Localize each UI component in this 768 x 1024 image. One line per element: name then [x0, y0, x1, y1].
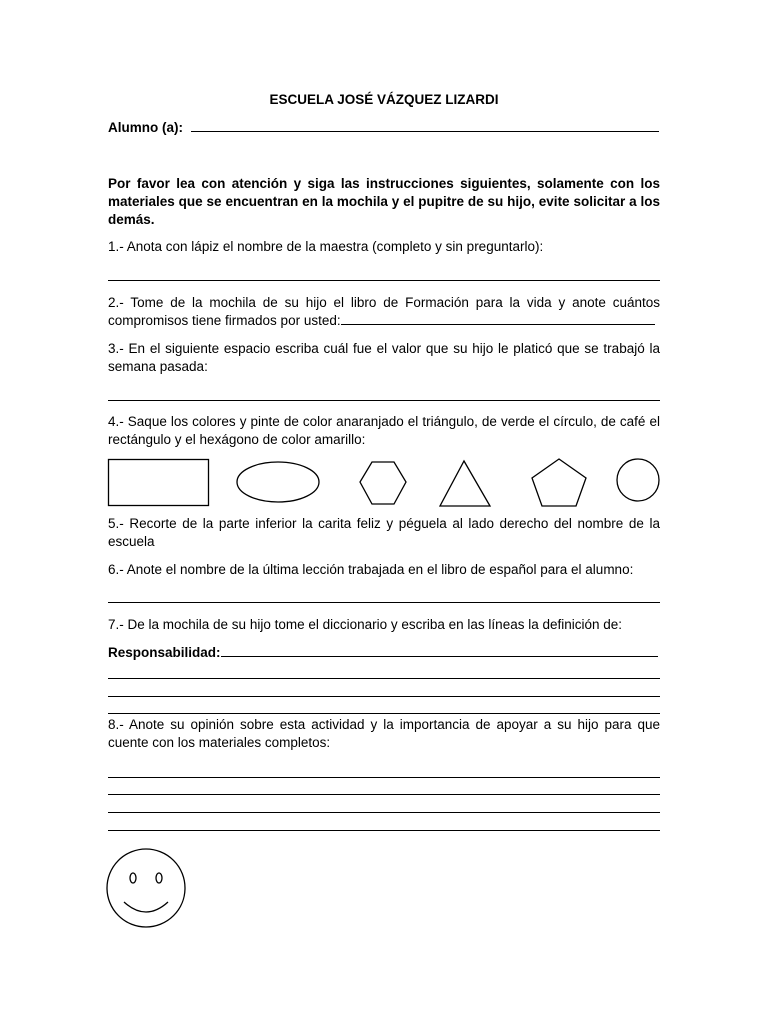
opinion-line-2[interactable] — [108, 794, 660, 795]
circle-shape[interactable] — [617, 459, 659, 501]
question-1: 1.- Anota con lápiz el nombre de la maestra (completo y sin preguntarlo): — [108, 239, 544, 254]
hexagon-shape[interactable] — [360, 462, 406, 504]
student-name-blank[interactable] — [191, 131, 659, 132]
definition-line-4[interactable] — [108, 713, 660, 714]
answer-line-3[interactable] — [108, 400, 660, 401]
pentagon-shape[interactable] — [532, 459, 586, 506]
left-eye-icon — [130, 873, 136, 883]
right-eye-icon — [156, 873, 162, 883]
opinion-line-1[interactable] — [108, 777, 660, 778]
question-5: 5.- Recorte de la parte inferior la carita feliz y péguela al lado derecho del nombre de la escuela — [108, 516, 660, 549]
definition-line-1[interactable] — [221, 656, 658, 657]
question-4: 4.- Saque los colores y pinte de color anaranjado el triángulo, de verde el círculo, de café el rectángulo y el hexágono de color amarillo: — [108, 414, 660, 447]
answer-line-2[interactable] — [341, 324, 655, 325]
definition-term: Responsabilidad: — [108, 645, 221, 660]
shapes-row — [100, 452, 670, 512]
rectangle-shape[interactable] — [109, 460, 209, 506]
school-title: ESCUELA JOSÉ VÁZQUEZ LIZARDI — [269, 92, 499, 107]
question-7: 7.- De la mochila de su hijo tome el diccionario y escriba en las líneas la definición de: — [108, 617, 623, 632]
student-name-row — [108, 120, 668, 135]
question-8: 8.- Anote su opinión sobre esta actividad y la importancia de apoyar a su hijo para que cuente con los materiales completos: — [108, 717, 660, 750]
instructions-intro: Por favor lea con atención y siga las instrucciones siguientes, solamente con los materiales que se encuentran en la mochila y el pupitre de su hijo, evite solicitar a los demás. — [108, 176, 660, 227]
question-2 — [108, 294, 660, 330]
definition-line-3[interactable] — [108, 696, 660, 697]
definition-row — [108, 645, 668, 660]
definition-line-2[interactable] — [108, 678, 660, 679]
answer-line-6[interactable] — [108, 602, 660, 603]
opinion-line-3[interactable] — [108, 812, 660, 813]
smiley-face-icon[interactable] — [100, 846, 196, 942]
question-6: 6.- Anote el nombre de la última lección trabajada en el libro de español para el alumno: — [108, 562, 634, 577]
ellipse-shape[interactable] — [237, 462, 319, 502]
question-2-text: 2.- Tome de la mochila de su hijo el libro de Formación para la vida y anote cuántos compromisos tiene firmados por usted: — [108, 295, 660, 328]
answer-line-1[interactable] — [108, 280, 660, 281]
smile-icon — [124, 902, 168, 912]
opinion-line-4[interactable] — [108, 830, 660, 831]
question-3: 3.- En el siguiente espacio escriba cuál fue el valor que su hijo le platicó que se trabajó la semana pasada: — [108, 341, 660, 374]
student-name-label: Alumno (a): — [108, 120, 183, 135]
triangle-shape[interactable] — [440, 461, 490, 506]
